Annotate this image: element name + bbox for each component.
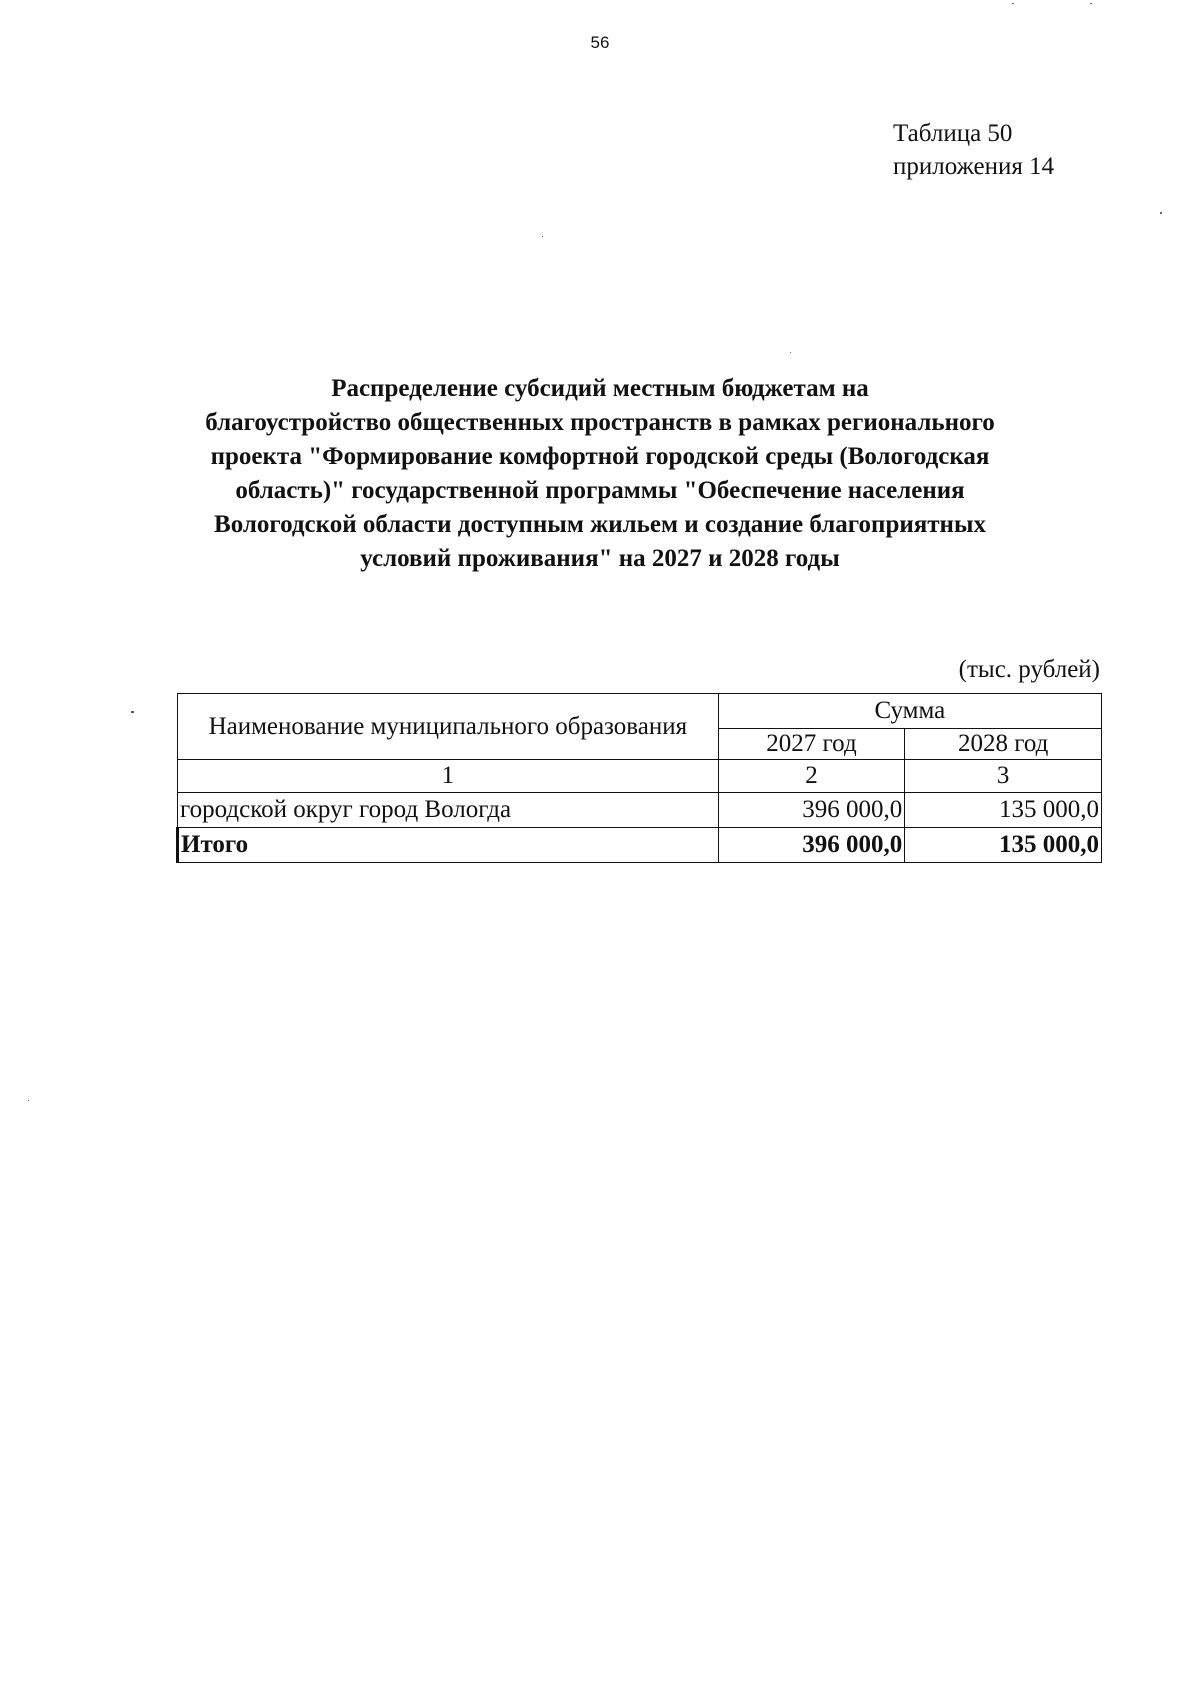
header-municipality: Наименование муниципального образования (178, 694, 719, 760)
title-line-1: Распределение субсидий местным бюджетам на (331, 375, 869, 402)
total-2027: 396 000,0 (718, 828, 905, 863)
document-title (150, 372, 1050, 576)
column-number: 1 (178, 760, 719, 793)
amount-2028: 135 000,0 (905, 793, 1102, 828)
column-number: 3 (905, 760, 1102, 793)
scan-speck (790, 352, 791, 353)
total-label: Итого (178, 828, 719, 863)
scan-speck (131, 711, 134, 713)
scan-speck (542, 236, 543, 237)
title-line-6: условий проживания" на 2027 и 2028 годы (360, 545, 840, 572)
scan-speck (1012, 3, 1014, 4)
title-line-5: Вологодской области доступным жильем и создание благоприятных (214, 511, 986, 538)
total-row (178, 828, 1102, 863)
subsidy-table (176, 693, 1102, 863)
header-sum: Сумма (718, 694, 1101, 729)
table-row (178, 793, 1102, 828)
page-number: 56 (590, 33, 610, 52)
appendix-reference (893, 117, 1054, 183)
municipality-name: городской округ город Вологда (178, 793, 719, 828)
header-year-2027: 2027 год (718, 729, 905, 760)
appendix-table-number: Таблица 50 (893, 120, 1013, 147)
amount-2027: 396 000,0 (718, 793, 905, 828)
appendix-annex-number: приложения 14 (893, 153, 1055, 180)
units-label: (тыс. рублей) (958, 656, 1100, 683)
column-number: 2 (718, 760, 905, 793)
scan-speck (28, 1100, 29, 1101)
title-line-4: область)" государственной программы "Обеспечение населения (235, 477, 965, 504)
header-year-2028: 2028 год (905, 729, 1102, 760)
scan-speck (1160, 212, 1162, 214)
title-line-3: проекта "Формирование комфортной городской среды (Вологодская (210, 443, 990, 470)
column-number-row (178, 760, 1102, 793)
scan-speck (1090, 3, 1092, 4)
total-2028: 135 000,0 (905, 828, 1102, 863)
title-line-2: благоустройство общественных пространств в рамках регионального (205, 409, 995, 436)
table-header-row (178, 694, 1102, 729)
